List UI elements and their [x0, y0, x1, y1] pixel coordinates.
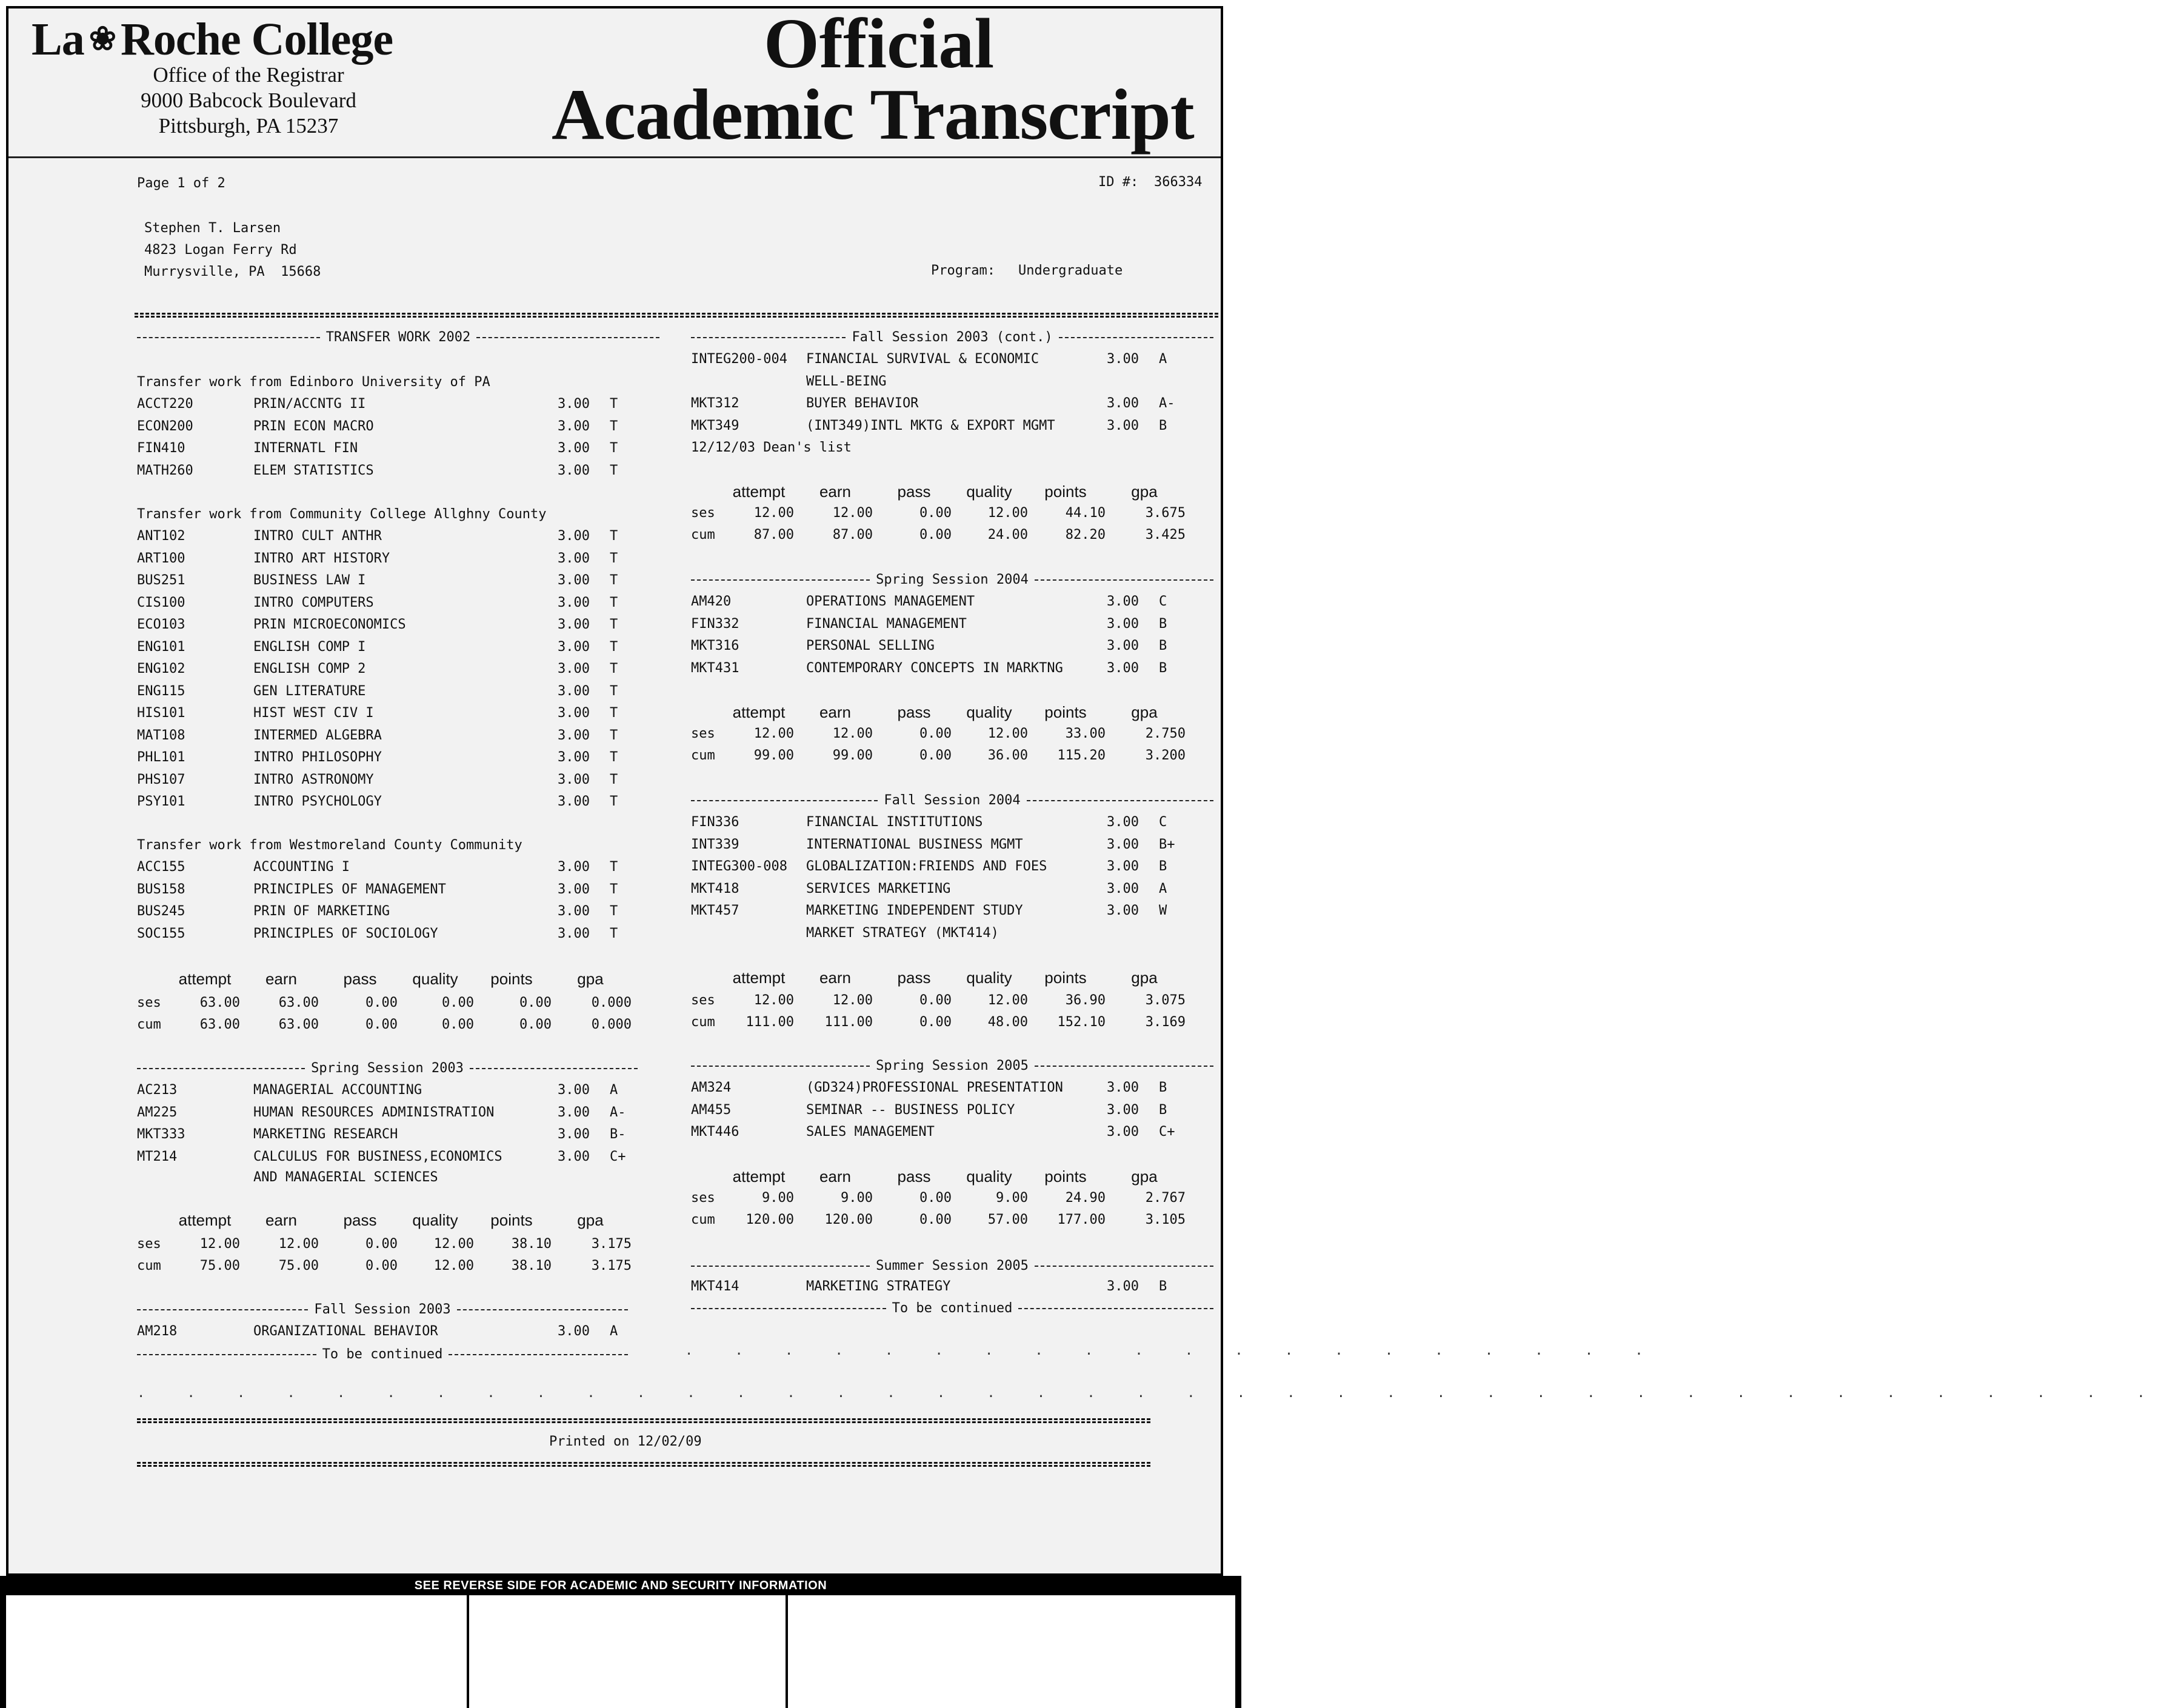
course-credits: 3.00: [1107, 352, 1139, 367]
course-credits: 3.00: [558, 418, 590, 434]
course-grade: B: [1159, 1080, 1167, 1095]
course-row: [691, 374, 1195, 396]
course-row: [691, 1124, 1195, 1146]
course-row: [691, 616, 1195, 638]
course-row: [137, 750, 646, 772]
course-grade: B: [1159, 660, 1167, 676]
course-code: MKT418: [691, 881, 739, 896]
id-value: 366334: [1154, 175, 1203, 190]
fall-2003-to-be-continued: To be continued: [137, 1347, 628, 1363]
course-code: FIN332: [691, 616, 739, 632]
course-title: INTRO ASTRONOMY: [253, 772, 374, 787]
course-title: SERVICES MARKETING: [806, 881, 951, 896]
course-credits: 3.00: [558, 462, 590, 478]
course-grade: B-: [610, 1127, 626, 1142]
course-code: MKT349: [691, 418, 739, 433]
course-row: [137, 728, 646, 750]
course-title: BUYER BEHAVIOR: [806, 396, 919, 411]
course-row: [137, 551, 646, 573]
course-grade: T: [610, 441, 618, 456]
course-code: PSY101: [137, 794, 185, 809]
edinboro-heading: Transfer work from Edinboro University of PA: [137, 375, 490, 390]
course-code: MAT108: [137, 727, 185, 743]
course-row: [137, 882, 646, 904]
course-row: [691, 418, 1195, 440]
course-row: [691, 661, 1195, 682]
course-title: GLOBALIZATION:FRIENDS AND FOES: [806, 859, 1047, 874]
course-grade: T: [610, 881, 618, 897]
college-name: La ❀ Roche College: [32, 14, 393, 65]
course-code: BUS251: [137, 573, 185, 588]
course-grade: T: [610, 859, 618, 875]
course-credits: 3.00: [558, 396, 590, 412]
course-code: ANT102: [137, 529, 185, 544]
summer-2005-to-be-continued: To be continued: [691, 1301, 1213, 1316]
course-code: PHS107: [137, 772, 185, 787]
course-row: [137, 706, 646, 727]
registrar-city: Pittsburgh, PA 15237: [158, 114, 339, 138]
course-grade: T: [610, 550, 618, 566]
course-credits: 3.00: [558, 727, 590, 743]
course-title: MANAGERIAL ACCOUNTING: [253, 1083, 422, 1098]
course-code: MKT431: [691, 660, 739, 676]
course-grade: T: [610, 706, 618, 721]
course-row: AM218 ORGANIZATIONAL BEHAVIOR 3.00 A: [137, 1324, 618, 1339]
course-title: MARKETING RESEARCH: [253, 1127, 398, 1142]
course-title: INTRO CULT ANTHR: [253, 529, 382, 544]
course-title: INTRO COMPUTERS: [253, 595, 374, 610]
course-title: PRINCIPLES OF SOCIOLOGY: [253, 926, 438, 941]
section-summer-2005: Summer Session 2005: [691, 1258, 1213, 1274]
course-credits: 3.00: [558, 926, 590, 941]
course-title: INTERNATL FIN: [253, 441, 358, 456]
course-credits: 3.00: [1107, 836, 1139, 852]
filler-dots: . . . . . . . . . . . . . . . . . . . .: [685, 1343, 1660, 1358]
course-code: PHL101: [137, 750, 185, 765]
course-title: PRIN MICROECONOMICS: [253, 617, 406, 632]
course-credits: 3.00: [1107, 815, 1139, 830]
course-grade: T: [610, 794, 618, 809]
course-title: INTERMED ALGEBRA: [253, 727, 382, 743]
course-grade: A: [1159, 352, 1167, 367]
course-credits: 3.00: [1107, 859, 1139, 874]
registrar-street: 9000 Babcock Boulevard: [141, 88, 356, 112]
course-title: ACCOUNTING I: [253, 859, 350, 875]
course-credits: 3.00: [558, 794, 590, 809]
course-row: [137, 1083, 646, 1104]
course-row: [691, 396, 1195, 418]
course-grade: T: [610, 639, 618, 655]
course-grade: T: [610, 904, 618, 919]
course-code: ACC155: [137, 859, 185, 875]
course-grade: B: [1159, 418, 1167, 433]
course-code: FIN410: [137, 441, 185, 456]
course-code: MKT333: [137, 1127, 185, 1142]
course-code: BUS245: [137, 904, 185, 919]
program-label: Program:: [931, 263, 995, 278]
course-code: ENG115: [137, 683, 185, 699]
course-code: AC213: [137, 1083, 178, 1098]
college-leaf-icon: ❀: [88, 21, 116, 57]
course-code: MKT316: [691, 638, 739, 653]
course-credits: 3.00: [1107, 881, 1139, 896]
course-credits: 3.00: [558, 881, 590, 897]
course-credits: 3.00: [558, 1083, 590, 1098]
course-row: [137, 419, 646, 441]
course-code: ECON200: [137, 418, 193, 434]
course-row: [691, 1080, 1195, 1102]
course-row: [137, 595, 646, 617]
course-code: MKT312: [691, 396, 739, 411]
deans-list-note: 12/12/03 Dean's list: [691, 440, 852, 455]
course-title: CONTEMPORARY CONCEPTS IN MARKTNG: [806, 660, 1063, 676]
course-code: ECO103: [137, 617, 185, 632]
course-code: MKT457: [691, 903, 739, 918]
westmoreland-heading: Transfer work from Westmoreland County Community: [137, 838, 522, 853]
course-credits: 3.00: [558, 595, 590, 610]
course-title: FINANCIAL INSTITUTIONS: [806, 815, 983, 830]
course-grade: C: [1159, 594, 1167, 609]
course-row: [137, 639, 646, 661]
title-academic-transcript: Academic Transcript: [552, 74, 1194, 155]
course-code: MATH260: [137, 462, 193, 478]
course-row: [137, 794, 646, 816]
printed-date: Printed on 12/02/09: [549, 1434, 702, 1449]
reverse-side-strip: [0, 1595, 1241, 1708]
bottom-double-rule: [137, 1462, 1150, 1467]
course-grade: T: [610, 462, 618, 478]
program-value: Undergraduate: [1018, 263, 1123, 278]
course-code: AM420: [691, 594, 732, 609]
course-row: [137, 684, 646, 706]
course-row: [137, 617, 646, 639]
course-row: [137, 772, 646, 794]
course-row: [691, 1103, 1195, 1124]
course-grade: T: [610, 750, 618, 765]
course-grade: B: [1159, 1102, 1167, 1118]
course-row: [691, 859, 1195, 881]
course-title: FINANCIAL SURVIVAL & ECONOMIC: [806, 352, 1039, 367]
course-grade: A-: [610, 1104, 626, 1120]
course-code: MKT446: [691, 1124, 739, 1139]
course-code: AM225: [137, 1104, 178, 1120]
section-spring-2003: Spring Session 2003: [137, 1061, 638, 1076]
section-fall-2004: Fall Session 2004: [691, 793, 1213, 809]
course-grade: T: [610, 396, 618, 412]
course-title: SEMINAR -- BUSINESS POLICY: [806, 1102, 1015, 1118]
section-transfer-work: TRANSFER WORK 2002: [137, 330, 659, 345]
course-row: [137, 859, 646, 881]
course-title: CALCULUS FOR BUSINESS,ECONOMICS: [253, 1149, 502, 1164]
course-credits: 3.00: [1107, 594, 1139, 609]
course-code: AM324: [691, 1080, 732, 1095]
course-row: [137, 463, 646, 485]
course-code: HIS101: [137, 706, 185, 721]
course-credits: 3.00: [1107, 638, 1139, 653]
course-credits: 3.00: [558, 772, 590, 787]
section-spring-2004: Spring Session 2004: [691, 572, 1213, 588]
course-grade: A: [1159, 881, 1167, 896]
course-title: HIST WEST CIV I: [253, 706, 374, 721]
course-grade: T: [610, 595, 618, 610]
course-credits: 3.00: [1107, 1124, 1139, 1139]
ccac-heading: Transfer work from Community College Allghny County: [137, 507, 547, 522]
course-row: [691, 926, 1195, 947]
course-credits: 3.00: [558, 550, 590, 566]
course-grade: B: [1159, 638, 1167, 653]
course-grade: B+: [1159, 836, 1175, 852]
course-grade: T: [610, 772, 618, 787]
registrar-office: Office of the Registrar: [153, 63, 344, 87]
course-credits: 3.00: [1107, 1102, 1139, 1118]
course-grade: T: [610, 418, 618, 434]
course-grade: B: [1159, 859, 1167, 874]
course-title: BUSINESS LAW I: [253, 573, 366, 588]
course-row: [137, 1105, 646, 1127]
course-row: [691, 837, 1195, 859]
course-row: [137, 1149, 646, 1171]
course-code: FIN336: [691, 815, 739, 830]
course-title: OPERATIONS MANAGEMENT: [806, 594, 975, 609]
course-code: INTEG300-008: [691, 859, 787, 874]
page-number: Page 1 of 2: [137, 176, 225, 191]
id-label: ID #:: [1098, 175, 1139, 190]
course-credits: 3.00: [1107, 396, 1139, 411]
course-credits: 3.00: [558, 859, 590, 875]
course-title: PERSONAL SELLING: [806, 638, 935, 653]
course-credits: 3.00: [558, 661, 590, 676]
course-credits: 3.00: [558, 706, 590, 721]
course-code: ART100: [137, 550, 185, 566]
course-code: ENG101: [137, 639, 185, 655]
course-row: [137, 441, 646, 462]
footer-notice: SEE REVERSE SIDE FOR ACADEMIC AND SECURITY INFORMATION: [0, 1576, 1241, 1595]
course-credits: 3.00: [558, 904, 590, 919]
course-code: MT214: [137, 1149, 178, 1164]
course-grade: T: [610, 727, 618, 743]
course-row: [691, 638, 1195, 660]
course-row: [137, 1127, 646, 1149]
course-row: MKT414 MARKETING STRATEGY 3.00 B: [691, 1279, 1167, 1294]
course-grade: C+: [610, 1149, 626, 1164]
course-title: GEN LITERATURE: [253, 683, 366, 699]
course-row: [691, 352, 1195, 373]
course-title: PRIN ECON MACRO: [253, 418, 374, 434]
course-title: ENGLISH COMP I: [253, 639, 366, 655]
course-credits: 3.00: [1107, 616, 1139, 632]
course-credits: 3.00: [1107, 660, 1139, 676]
student-city: Murrysville, PA 15668: [144, 264, 321, 279]
course-code: BUS158: [137, 881, 185, 897]
section-fall-2003: Fall Session 2003: [137, 1302, 628, 1318]
course-title: INTRO PHILOSOPHY: [253, 750, 382, 765]
course-credits: 3.00: [558, 750, 590, 765]
course-title: FINANCIAL MANAGEMENT: [806, 616, 967, 632]
course-credits: 3.00: [558, 683, 590, 699]
course-row: [691, 881, 1195, 903]
course-title: INTRO PSYCHOLOGY: [253, 794, 382, 809]
course-row: [691, 594, 1195, 616]
course-credits: 3.00: [1107, 903, 1139, 918]
student-street: 4823 Logan Ferry Rd: [144, 242, 297, 258]
course-row: [137, 396, 646, 418]
course-code: CIS100: [137, 595, 185, 610]
course-code: SOC155: [137, 926, 185, 941]
course-credits: 3.00: [558, 441, 590, 456]
course-grade: B: [1159, 616, 1167, 632]
course-title: INTERNATIONAL BUSINESS MGMT: [806, 836, 1023, 852]
course-title: (GD324)PROFESSIONAL PRESENTATION: [806, 1080, 1063, 1095]
course-row: [137, 904, 646, 926]
course-code: ACCT220: [137, 396, 193, 412]
course-grade: W: [1159, 903, 1167, 918]
bottom-double-rule: [137, 1418, 1150, 1423]
course-title: PRIN OF MARKETING: [253, 904, 390, 919]
course-row: [137, 661, 646, 683]
course-grade: T: [610, 529, 618, 544]
course-credits: 3.00: [1107, 418, 1139, 433]
top-double-rule: [135, 313, 1218, 318]
course-credits: 3.00: [558, 1127, 590, 1142]
title-official: Official: [764, 4, 995, 83]
filler-dots: . . . . . . . . . . . . . . . . . . . . . . . . . . . . . . . . . . . . . . . . .: [137, 1386, 2162, 1401]
course-title: PRIN/ACCNTG II: [253, 396, 366, 412]
course-credits: 3.00: [558, 639, 590, 655]
course-grade: A-: [1159, 396, 1175, 411]
course-code: INTEG200-004: [691, 352, 787, 367]
course-credits: 3.00: [558, 529, 590, 544]
course-code: INT339: [691, 836, 739, 852]
security-box: [467, 1595, 788, 1708]
course-row: [691, 815, 1195, 836]
course-credits: 3.00: [558, 617, 590, 632]
course-grade: T: [610, 661, 618, 676]
course-credits: 3.00: [558, 1104, 590, 1120]
course-row: [691, 903, 1195, 925]
course-title: MARKET STRATEGY (MKT414): [806, 925, 999, 941]
course-grade: T: [610, 573, 618, 588]
course-title: ELEM STATISTICS: [253, 462, 374, 478]
course-title: (INT349)INTL MKTG & EXPORT MGMT: [806, 418, 1055, 433]
header-divider: [8, 156, 1221, 158]
spring-2003-continuation: AND MANAGERIAL SCIENCES: [253, 1170, 438, 1185]
course-credits: 3.00: [1107, 1080, 1139, 1095]
course-title: MARKETING INDEPENDENT STUDY: [806, 903, 1023, 918]
course-grade: C+: [1159, 1124, 1175, 1139]
course-row: [137, 573, 646, 595]
course-credits: 3.00: [558, 573, 590, 588]
course-row: [137, 926, 646, 948]
course-title: ENGLISH COMP 2: [253, 661, 366, 676]
course-title: INTRO ART HISTORY: [253, 550, 390, 566]
course-grade: C: [1159, 815, 1167, 830]
student-name: Stephen T. Larsen: [144, 221, 281, 236]
course-grade: T: [610, 683, 618, 699]
course-code: AM455: [691, 1102, 732, 1118]
course-grade: T: [610, 617, 618, 632]
section-spring-2005: Spring Session 2005: [691, 1058, 1213, 1074]
course-credits: 3.00: [558, 1149, 590, 1164]
course-row: [137, 529, 646, 550]
course-title: PRINCIPLES OF MANAGEMENT: [253, 881, 446, 897]
course-grade: A: [610, 1083, 618, 1098]
course-grade: T: [610, 926, 618, 941]
course-title: HUMAN RESOURCES ADMINISTRATION: [253, 1104, 495, 1120]
course-title: WELL-BEING: [806, 373, 887, 389]
section-fall-2003-cont: Fall Session 2003 (cont.): [691, 330, 1213, 345]
course-code: ENG102: [137, 661, 185, 676]
course-title: SALES MANAGEMENT: [806, 1124, 935, 1139]
